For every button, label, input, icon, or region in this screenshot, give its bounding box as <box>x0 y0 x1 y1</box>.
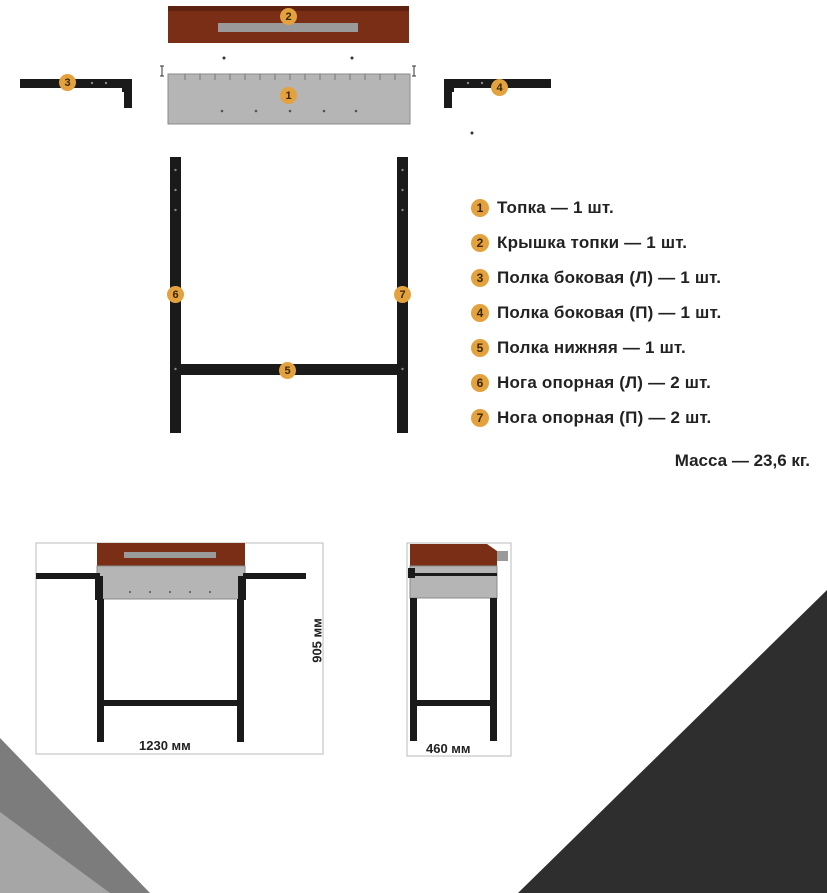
legend-item <box>471 295 811 330</box>
marker-lid: 2 <box>280 8 297 25</box>
legend-number-badge: 5 <box>471 339 489 357</box>
frame-legs-part <box>170 157 408 433</box>
legend-label: Нога опорная (Л) — 2 шт. <box>497 372 712 392</box>
legend-item <box>471 365 811 400</box>
left-shelf-part <box>20 79 132 108</box>
legend-label: Крышка топки — 1 шт. <box>497 232 688 252</box>
legend-label: Полка нижняя — 1 шт. <box>497 337 686 357</box>
side-view-drawing <box>407 543 511 756</box>
marker-bottom-shelf: 5 <box>279 362 296 379</box>
legend-number-badge: 4 <box>471 304 489 322</box>
parts-legend <box>471 190 811 435</box>
marker-left-shelf: 3 <box>59 74 76 91</box>
legend-label: Нога опорная (П) — 2 шт. <box>497 407 712 427</box>
legend-item <box>471 225 811 260</box>
legend-label: Топка — 1 шт. <box>497 197 614 217</box>
legend-item <box>471 190 811 225</box>
bg-triangle-dark-right <box>518 590 827 893</box>
legend-number-badge: 6 <box>471 374 489 392</box>
legend-number-badge: 2 <box>471 234 489 252</box>
dimension-depth: 460 мм <box>426 741 471 756</box>
legend-number-badge: 3 <box>471 269 489 287</box>
front-view-drawing <box>36 543 323 754</box>
dimension-width: 1230 мм <box>139 738 191 753</box>
dimension-height: 905 мм <box>309 618 325 663</box>
legend-item <box>471 330 811 365</box>
marker-right-leg: 7 <box>394 286 411 303</box>
legend-item <box>471 260 811 295</box>
mass-label: Масса — 23,6 кг. <box>674 451 810 470</box>
marker-left-leg: 6 <box>167 286 184 303</box>
marker-right-shelf: 4 <box>491 79 508 96</box>
marker-firebox: 1 <box>280 87 297 104</box>
legend-label: Полка боковая (Л) — 1 шт. <box>497 267 722 287</box>
legend-number-badge: 7 <box>471 409 489 427</box>
legend-number-badge: 1 <box>471 199 489 217</box>
legend-item <box>471 400 811 435</box>
legend-label: Полка боковая (П) — 1 шт. <box>497 302 722 322</box>
